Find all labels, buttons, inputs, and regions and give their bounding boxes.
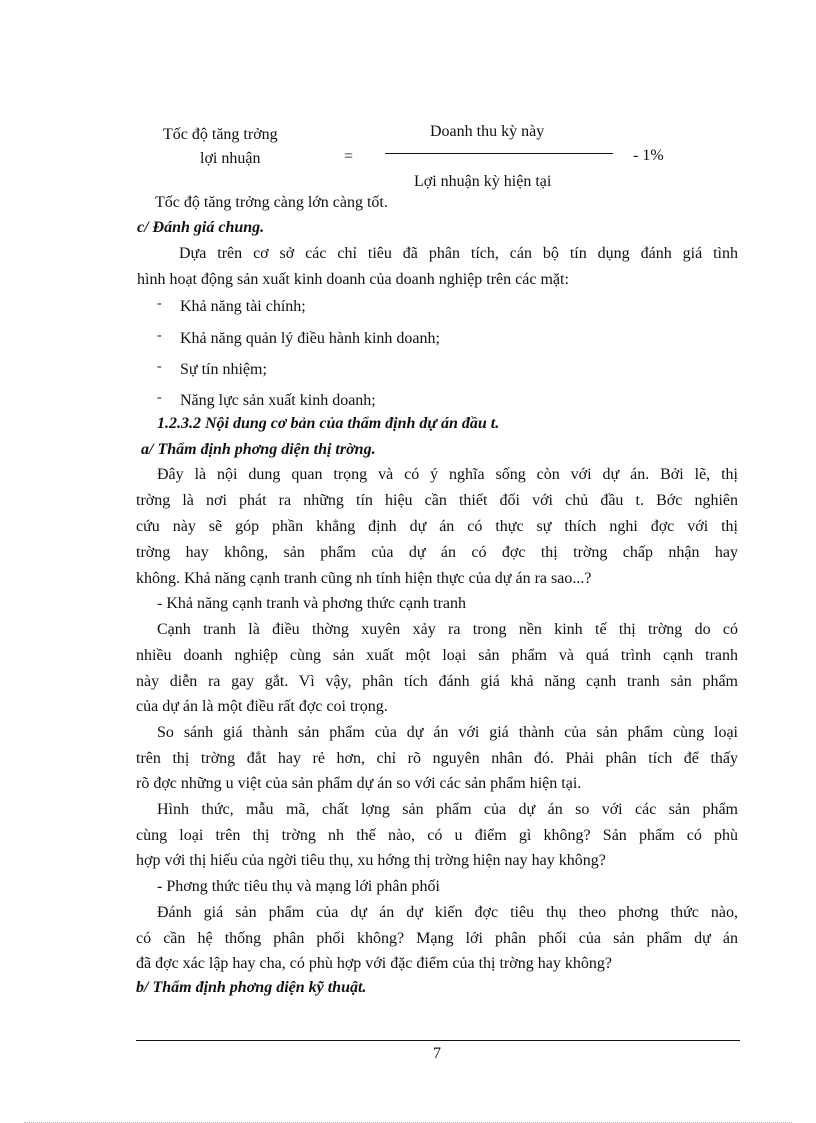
formula-equals: =	[344, 148, 354, 165]
section-heading-1232: 1.2.3.2 Nội dung cơ bản của thẩm định dự án đầu t.	[157, 415, 500, 432]
formula-left-label-1: Tốc độ tăng trởng	[163, 126, 278, 143]
paragraph-line: có cần hệ thống phân phối không? Mạng lới phân phối của sản phẩm dự án	[136, 930, 738, 947]
paragraph-line: Dựa trên cơ sở các chỉ tiêu đã phân tích, cán bộ tín dụng đánh giá tình	[179, 245, 738, 262]
paragraph-line: hợp với thị hiếu của ngời tiêu thụ, xu hớng thị trờng hiện nay hay không?	[136, 852, 606, 869]
bullet-item: Năng lực sản xuất kinh doanh;	[180, 392, 376, 409]
paragraph-line: đã đợc xác lập hay cha, có phù hợp với đặc điểm của thị trờng hay không?	[136, 955, 612, 972]
paragraph-line: So sánh giá thành sản phẩm của dự án với giá thành của sản phẩm cùng loại	[157, 724, 738, 741]
paragraph-line: cứu này sẽ góp phần khẳng định dự án có thực sự thích nghi đợc với thị	[136, 518, 738, 535]
formula-numerator: Doanh thu kỳ này	[430, 123, 545, 140]
bullet-item: Khả năng tài chính;	[180, 298, 306, 315]
paragraph-line: của dự án là một điều rất đợc coi trọng.	[136, 698, 388, 715]
paragraph-line: - Khả năng cạnh tranh và phơng thức cạnh tranh	[157, 595, 467, 612]
formula-suffix: - 1%	[633, 147, 664, 164]
bullet-item: Khả năng quản lý điều hành kinh doanh;	[180, 330, 440, 347]
paragraph-line: này diễn ra gay gắt. Vì vậy, phân tích đánh giá khả năng cạnh tranh sản phẩm	[136, 673, 738, 690]
paragraph-line: nhiều doanh nghiệp cùng sản xuất một loại sản phẩm và quá trình cạnh tranh	[136, 647, 738, 664]
bullet-item: Sự tín nhiệm;	[180, 361, 267, 378]
section-heading-b: b/ Thẩm định phơng diện kỹ thuật.	[136, 979, 367, 996]
section-heading-a: a/ Thẩm định phơng diện thị trờng.	[141, 441, 376, 458]
bullet-marker: -	[157, 328, 162, 343]
paragraph-line: Đây là nội dung quan trọng và có ý nghĩa sống còn với dự án. Bởi lẽ, thị	[157, 466, 738, 483]
formula-denominator: Lợi nhuận kỳ hiện tại	[414, 173, 552, 190]
bullet-marker: -	[157, 359, 162, 374]
paragraph-line: không. Khả năng cạnh tranh cũng nh tính hiện thực của dự án ra sao...?	[136, 570, 592, 587]
paragraph-line: cùng loại trên thị trờng nh thế nào, có u điểm gì không? Sản phẩm có phù	[136, 827, 738, 844]
paragraph-line: rõ đợc những u việt của sản phẩm dự án so với các sản phẩm hiện tại.	[136, 775, 582, 792]
formula-left-label-2: lợi nhuận	[200, 150, 261, 167]
bullet-marker: -	[157, 390, 162, 405]
text-line: Tốc độ tăng trởng càng lớn càng tốt.	[155, 194, 388, 211]
footer-rule	[136, 1040, 740, 1041]
paragraph-line: trờng hay không, sản phẩm của dự án có đợc thị trờng chấp nhận hay	[136, 544, 738, 561]
paragraph-line: trờng là nơi phát ra những tín hiệu cần thiết đối với chủ đầu t. Bớc nghiên	[136, 492, 738, 509]
paragraph-line: Cạnh tranh là điều thờng xuyên xảy ra trong nền kinh tế thị trờng do có	[157, 621, 738, 638]
paragraph-line: trên thị trờng đắt hay rẻ hơn, chỉ rõ nguyên nhân đó. Phải phân tích để thấy	[136, 750, 738, 767]
paragraph-line: Hình thức, mẫu mã, chất lợng sản phẩm của dự án so với các sản phẩm	[157, 801, 738, 818]
paragraph-line: Đánh giá sản phẩm của dự án dự kiến đợc tiêu thụ theo phơng thức nào,	[157, 904, 738, 921]
bullet-marker: -	[157, 296, 162, 311]
paragraph-line: hình hoạt động sản xuất kinh doanh của doanh nghiệp trên các mặt:	[137, 271, 569, 288]
page-number: 7	[433, 1045, 441, 1062]
section-heading-c: c/ Đánh giá chung.	[137, 219, 265, 236]
fraction-bar	[385, 153, 613, 154]
paragraph-line: - Phơng thức tiêu thụ và mạng lới phân phối	[157, 878, 440, 895]
